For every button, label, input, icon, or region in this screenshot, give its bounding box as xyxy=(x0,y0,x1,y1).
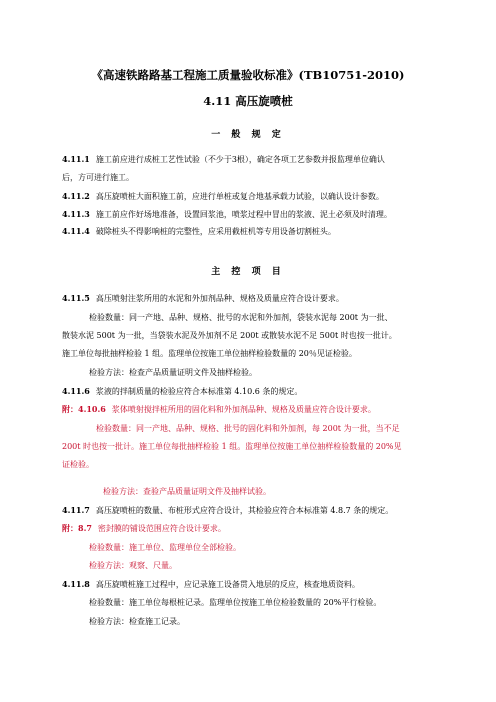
clause-4-11-3 xyxy=(62,209,442,220)
appendix-number: 附：8.7 xyxy=(62,523,92,533)
appendix-inspection-quantity-cont: 200t 时也按一批计。施工单位每批抽样检验 1 组。监理单位按施工单位抽样检验数量的 20%见 xyxy=(62,442,402,451)
section-title: 4.11 高压旋喷桩 xyxy=(203,94,293,108)
clause-number: 4.11.8 xyxy=(62,579,90,589)
inspection-quantity-cont: 施工单位每批抽样检验 1 组。监理单位按施工单位抽样检验数量的 20％见证检验。 xyxy=(62,349,357,358)
clause-number: 4.11.1 xyxy=(62,154,90,164)
general-provisions-heading: 一 般 规 定 xyxy=(211,130,285,140)
clause-4-11-6 xyxy=(62,386,442,397)
clause-4-11-7 xyxy=(62,505,442,516)
clause-text: 破除桩头不得影响桩的完整性，应采用截桩机等专用设备切割桩头。 xyxy=(95,227,336,236)
clause-text: 施工前应作好场地准备，设置回浆池，喷浆过程中冒出的浆液、泥土必须及时清理。 xyxy=(95,210,392,219)
inspection-quantity: 检验数量：同一产地、品种、规格、批号的水泥和外加剂，袋装水泥每 200t 为一批、 xyxy=(89,313,393,322)
appendix-inspection-quantity: 检验数量：施工单位、监理单位全部检验。 xyxy=(89,543,241,552)
clause-text: 高压旋喷桩大面积施工前，应进行单桩或复合地基承载力试验，以确认设计参数。 xyxy=(95,192,384,201)
clause-4-11-8 xyxy=(62,579,442,590)
clause-number: 4.11.7 xyxy=(62,505,90,515)
inspection-quantity-cont: 散装水泥 500t 为一批，当袋装水泥及外加剂不足 200t 或散装水泥不足 500t 时也按一批计。 xyxy=(62,331,397,340)
clause-4-11-1-cont: 后，方可进行施工。 xyxy=(62,173,134,182)
appendix-clause-8-7 xyxy=(62,523,442,534)
appendix-inspection-method: 检验方法：观察、尺量。 xyxy=(89,561,177,570)
clause-number: 4.11.2 xyxy=(62,191,90,201)
clause-text: 施工前应进行成桩工艺性试验（不少于3根），确定各项工艺参数并报监理单位确认 xyxy=(95,155,385,164)
clause-4-11-4 xyxy=(62,226,442,237)
appendix-text: 浆体喷射搅拌桩所用的固化料和外加剂品种、规格及质量应符合设计要求。 xyxy=(111,405,376,414)
clause-number: 4.11.5 xyxy=(62,293,90,303)
main-control-heading: 主 控 项 目 xyxy=(211,267,285,277)
inspection-method: 检验方法：检查施工记录。 xyxy=(89,617,185,626)
clause-4-11-2 xyxy=(62,191,442,202)
inspection-quantity: 检验数量：施工单位每根桩记录。监理单位按施工单位检验数量的 20%平行检验。 xyxy=(89,598,382,607)
appendix-inspection-quantity-cont: 证检验。 xyxy=(62,460,94,469)
appendix-inspection-quantity: 检验数量：同一产地、品种、规格、批号的固化料和外加剂，每 200t 为一批，当不足 xyxy=(96,424,400,433)
clause-text: 高压旋喷桩的数量、布桩形式应符合设计，其检验应符合本标准第 4.8.7 条的规定。 xyxy=(95,506,394,515)
clause-text: 高压旋喷桩施工过程中，应记录施工设备贯入地层的反应，核查地质资料。 xyxy=(95,580,360,589)
appendix-number: 附：4.10.6 xyxy=(62,404,106,414)
clause-4-11-5 xyxy=(62,293,442,304)
appendix-text: 密封膜的铺设范围应符合设计要求。 xyxy=(97,524,226,533)
clause-4-11-1 xyxy=(62,154,442,165)
inspection-method: 检验方法：检查产品质量证明文件及抽样检验。 xyxy=(89,368,257,377)
clause-number: 4.11.3 xyxy=(62,209,90,219)
appendix-clause-4-10-6 xyxy=(62,404,442,415)
document-title: 《高速铁路路基工程施工质量验收标准》(TB10751-2010) xyxy=(91,68,405,82)
clause-number: 4.11.6 xyxy=(62,386,90,396)
appendix-inspection-method: 检验方法：查验产品质量证明文件及抽样试验。 xyxy=(103,487,271,496)
clause-text: 高压喷射注浆所用的水泥和外加剂品种、规格及质量应符合设计要求。 xyxy=(95,294,344,303)
clause-number: 4.11.4 xyxy=(62,226,90,236)
clause-text: 浆液的拌制质量的检验应符合本标准第 4.10.6 条的规定。 xyxy=(95,387,303,396)
